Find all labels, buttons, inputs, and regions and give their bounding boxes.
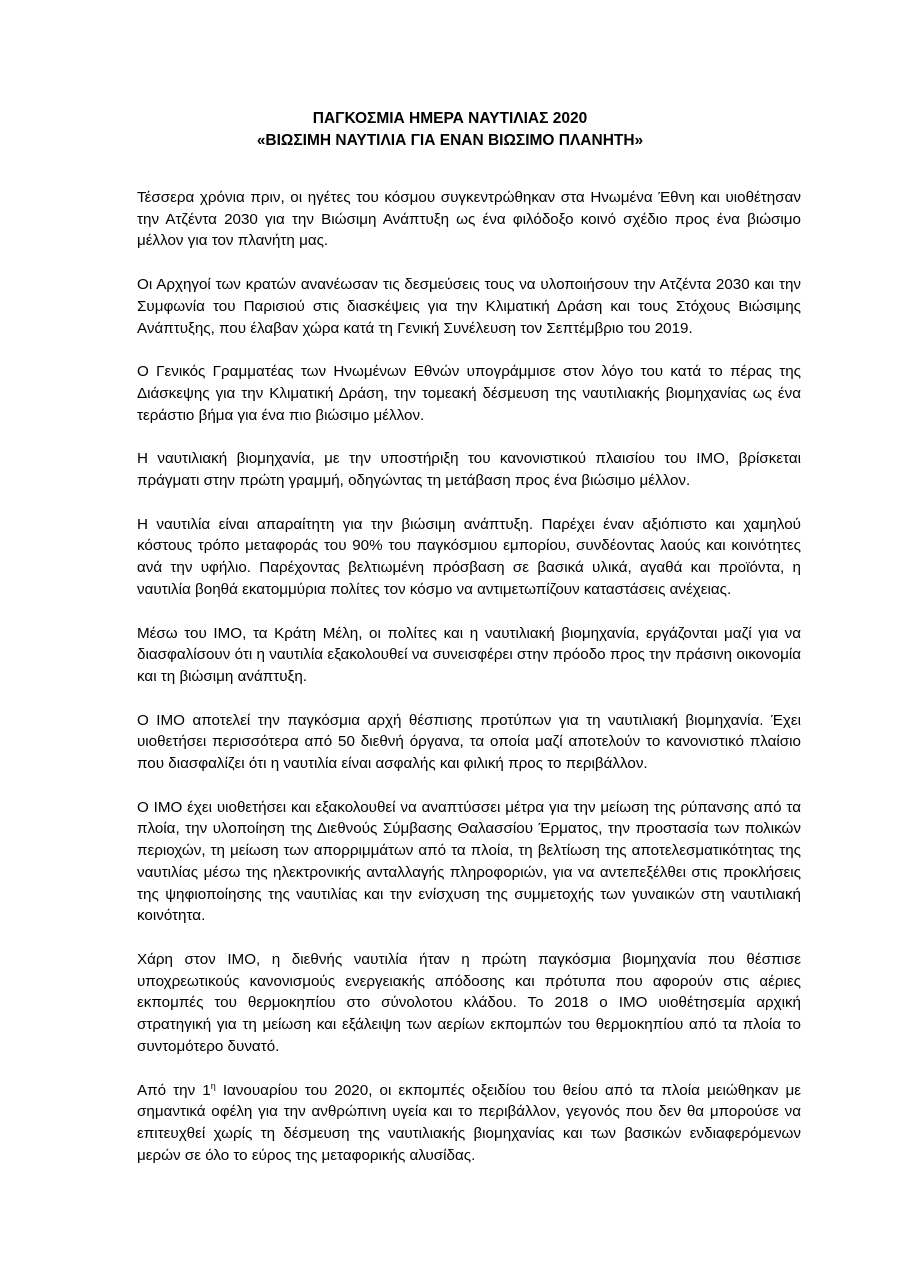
document-header — [0, 108, 900, 152]
paragraph-1: Τέσσερα χρόνια πριν, οι ηγέτες του κόσμου συγκεντρώθηκαν στα Ηνωμένα Έθνη και υιοθέτησαν την Ατζέντα 2030 για την Βιώσιμη Ανάπτυξη ως ένα φιλόδοξο κοινό σχέδιο προς ένα βιώσιμο μέλλον για τον πλανήτη μας. — [137, 189, 801, 250]
paragraph-2: Οι Αρχηγοί των κρατών ανανέωσαν τις δεσμεύσεις τους να υλοποιήσουν την Ατζέντα 2030 και την Συμφωνία του Παρισιού στις διασκέψεις για την Κλιματική Δράση και τους Στόχους Βιώσιμης Ανάπτυξης, που έλαβαν χώρα κατά τη Γενική Συνέλευση τον Σεπτέμβριο του 2019. — [137, 276, 801, 337]
document-subtitle: «ΒΙΩΣΙΜΗ ΝΑΥΤΙΛΙΑ ΓΙΑ ΕΝΑΝ ΒΙΩΣΙΜΟ ΠΛΑΝΗΤΗ» — [256, 132, 644, 149]
document-body — [137, 187, 801, 1188]
paragraph-3: Ο Γενικός Γραμματέας των Ηνωμένων Εθνών υπογράμμισε στον λόγο του κατά το πέρας της Διάσκεψης για την Κλιματική Δράση, την τομεακή δέσμευση της ναυτιλιακής βιομηχανίας ως ένα τεράστιο βήμα για ένα πιο βιώσιμο μέλλον. — [137, 363, 801, 424]
paragraph-4: Η ναυτιλιακή βιομηχανία, με την υποστήριξη του κανονιστικού πλαισίου του IMO, βρίσκεται πράγματι στην πρώτη γραμμή, οδηγώντας τη μετάβαση προς ένα βιώσιμο μέλλον. — [137, 450, 801, 490]
paragraph-10-rest: Ιανουαρίου του 2020, οι εκπομπές οξειδίου του θείου από τα πλοία μειώθηκαν με σημαντικά οφέλη για την ανθρώπινη υγεία και το περιβάλλον, γεγονός που δεν θα μπορούσε να επιτευχθεί χωρίς τη δέσμευση της ναυτιλιακής βιομηχανίας και των βασικών ενδιαφερόμενων μερών σε όλο το εύρος της μεταφορικής αλυσίδας. — [137, 1081, 801, 1164]
paragraph-10-start: Από την 1 — [137, 1081, 211, 1099]
ordinal-superscript: η — [210, 1080, 216, 1091]
paragraph-5: Η ναυτιλία είναι απαραίτητη για την βιώσιμη ανάπτυξη. Παρέχει έναν αξιόπιστο και χαμηλού κόστους τρόπο μεταφοράς του 90% του παγκόσμιου εμπορίου, συνδέοντας λαούς και κοινότητες ανά την υφήλιο. Παρέχοντας βελτιωμένη πρόσβαση σε βασικά υλικά, αγαθά και προϊόντα, η ναυτιλία βοηθά εκατομμύρια πολίτες τον κόσμο να αντιμετωπίζουν καταστάσεις ανέχειας. — [137, 515, 801, 598]
paragraph-10 — [137, 1080, 801, 1167]
paragraph-7: Ο IMO αποτελεί την παγκόσμια αρχή θέσπισης προτύπων για τη ναυτιλιακή βιομηχανία. Έχει υιοθετήσει περισσότερα από 50 διεθνή όργανα, τα οποία μαζί αποτελούν το κανονιστικό πλαίσιο που διασφαλίζει ότι η ναυτιλία είναι ασφαλής και φιλική προς το περιβάλλον. — [137, 711, 801, 773]
paragraph-8: Ο IMO έχει υιοθετήσει και εξακολουθεί να αναπτύσσει μέτρα για την μείωση της ρύπανσης από τα πλοία, την υλοποίηση της Διεθνούς Σύμβασης Θαλασσίου Έρματος, την προστασία των πολικών περιοχών, τη μείωση των απορριμμάτων από τα πλοία, τη βελτίωση της αποτελεσματικότητας της ναυτιλίας μέσω της ηλεκτρονικής ανταλλαγής πληροφοριών, για να αντεπεξέλθει στις προκλήσεις της ψηφιοποίησης της ναυτιλίας και την ενίσχυση της συμμετοχής των γυναικών στη ναυτιλιακή κοινότητα. — [137, 798, 801, 925]
document-title: ΠΑΓΚΟΣΜΙΑ ΗΜΕΡΑ ΝΑΥΤΙΛΙΑΣ 2020 — [312, 110, 588, 127]
paragraph-9: Χάρη στον IMO, η διεθνής ναυτιλία ήταν η πρώτη παγκόσμια βιομηχανία που θέσπισε υποχρεωτικούς κανονισμούς ενεργειακής απόδοσης και πρότυπα που αφορούν στις αέριες εκπομπές του θερμοκηπίου στο σύνολοτου κλάδου. Το 2018 ο IMO υιοθέτησεμία αρχική στρατηγική για τη μείωση και εξάλειψη των αερίων εκπομπών του θερμοκηπίου από τα πλοία το συντομότερο δυνατό. — [137, 950, 801, 1055]
paragraph-6: Μέσω του IMO, τα Κράτη Μέλη, οι πολίτες και η ναυτιλιακή βιομηχανία, εργάζονται μαζί για να διασφαλίσουν ότι η ναυτιλία εξακολουθεί να συνεισφέρει στην πρόοδο προς την πράσινη οικονομία και τη βιώσιμη ανάπτυξη. — [137, 624, 801, 685]
